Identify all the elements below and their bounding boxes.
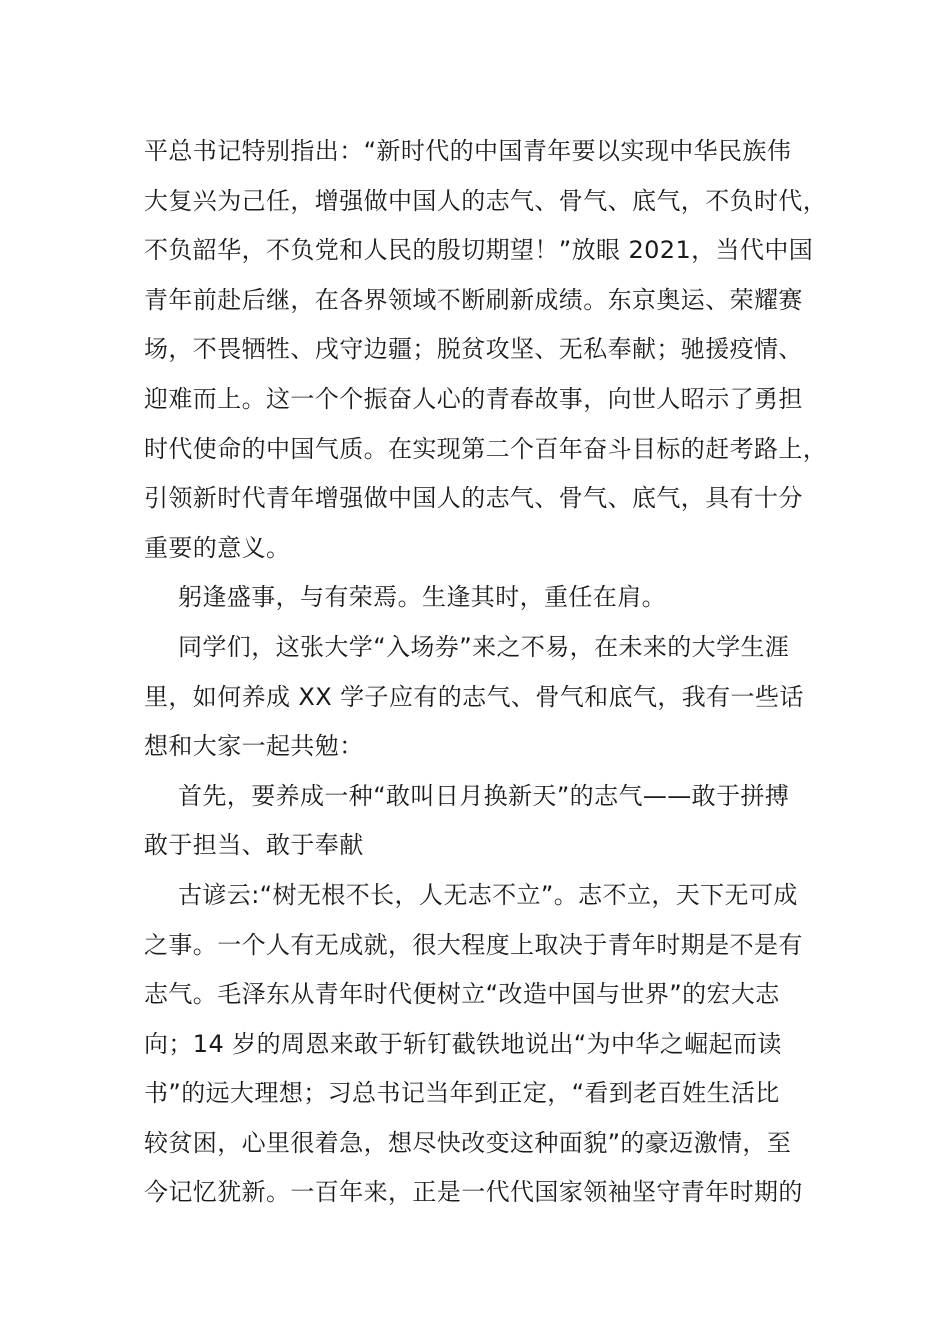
- text-line: 里，如何养成 XX 学子应有的志气、骨气和底气，我有一些话: [144, 682, 804, 711]
- text-line: 场，不畏牺牲、戌守边疆；脱贫攻坚、无私奉献；驰援疫情、: [144, 335, 803, 364]
- text-line: 今记忆犹新。一百年来，正是一代代国家领袖坚守青年时期的: [144, 1178, 803, 1207]
- document-body: [144, 127, 828, 1218]
- text-line: 青年前赴后继，在各界领域不断刷新成绩。东京奥运、荣耀赛: [144, 285, 803, 314]
- text-line: 大复兴为己任，增强做中国人的志气、骨气、底气，不负时代，: [144, 186, 828, 215]
- text-line: 引领新时代青年增强做中国人的志气、骨气、底气，具有十分: [144, 484, 803, 513]
- text-line: 想和大家一起共勉：: [144, 732, 364, 761]
- text-line: 古谚云:“树无根不长，人无志不立”。志不立，天下无可成: [178, 880, 798, 909]
- text-line: 时代使命的中国气质。在实现第二个百年奋斗目标的赶考路上，: [144, 434, 828, 463]
- text-line: 迎难而上。这一个个振奋人心的青春故事，向世人昭示了勇担: [144, 384, 803, 413]
- paragraph-2: [144, 573, 814, 623]
- text-line: 平总书记特别指出：“新时代的中国青年要以实现中华民族伟: [144, 137, 792, 165]
- text-line: 之事。一个人有无成就，很大程度上取决于青年时期是不是有: [144, 930, 803, 959]
- text-line: 志气。毛泽东从青年时代便树立“改造中国与世界”的宏大志: [144, 980, 780, 1009]
- section-heading: [144, 772, 814, 871]
- text-line: 向；14 岁的周恩来敢于斩钉截铁地说出“为中华之崛起而读: [144, 1029, 782, 1058]
- text-line: 躬逢盛事，与有荣焉。生逢其时，重任在肩。: [178, 583, 666, 612]
- text-line: 首先，要养成一种“敢叫日月换新天”的志气——敢于拼搏: [178, 781, 790, 810]
- text-line: 书”的远大理想；习总书记当年到正定，“看到老百姓生活比: [144, 1079, 780, 1108]
- text-line: 敢于担当、敢于奉献: [144, 831, 364, 860]
- text-line: 较贫困，心里很着急，想尽快改变这种面貌”的豪迈激情，至: [144, 1128, 792, 1157]
- paragraph-5: [144, 871, 814, 1218]
- paragraph-1: [144, 127, 828, 573]
- text-line: 不负韶华，不负党和人民的殷切期望！”放眼 2021，当代中国: [144, 236, 814, 265]
- text-line: 重要的意义。: [144, 533, 291, 562]
- text-line: 同学们，这张大学“入场券”来之不易，在未来的大学生涯: [178, 632, 790, 661]
- paragraph-3: [144, 623, 814, 772]
